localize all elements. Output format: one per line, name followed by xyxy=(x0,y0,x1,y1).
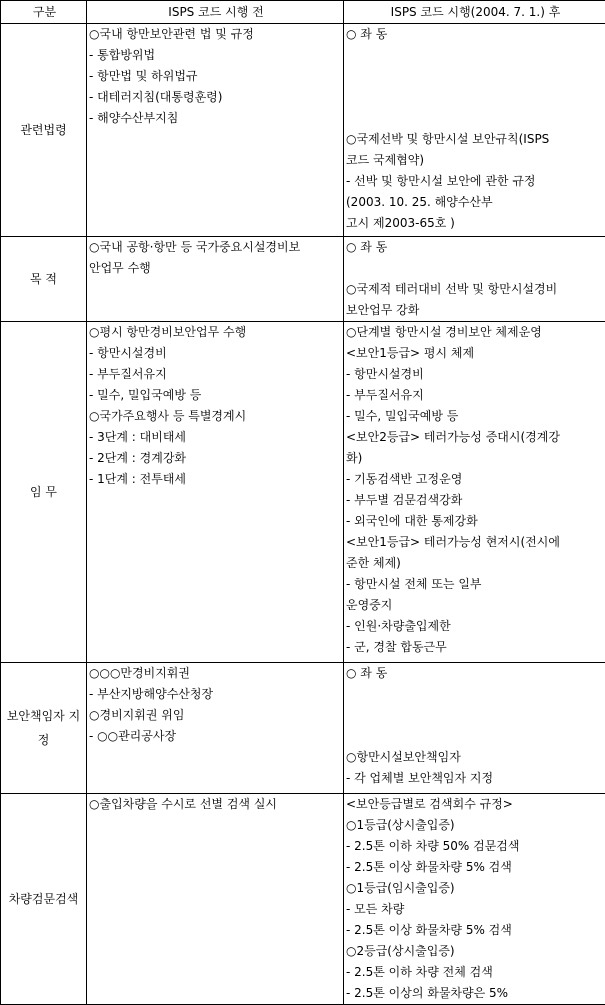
text-line: - 1단계 : 전투태세 xyxy=(89,469,343,490)
text-line: - 인원·차량출입제한 xyxy=(346,616,605,637)
row-security-officer xyxy=(1,663,605,794)
header-after: ISPS 코드 시행(2004. 7. 1.) 후 xyxy=(344,1,605,24)
category-cell: 관련법령 xyxy=(1,24,87,237)
row-purpose xyxy=(1,237,605,322)
blank-line xyxy=(346,684,605,705)
text-line: <보안등급별로 검색회수 규정> xyxy=(346,794,605,815)
text-line: ○출입차량을 수시로 선별 검색 실시 xyxy=(89,794,343,815)
after-cell xyxy=(344,794,605,1005)
text-line: - 외국인에 대한 통제강화 xyxy=(346,511,605,532)
text-line: ○ 좌 동 xyxy=(346,237,605,258)
text-line: - 밀수, 밀입국예방 등 xyxy=(89,385,343,406)
row-duties xyxy=(1,322,605,663)
text-line: - 2.5톤 이하 차량 전체 검색 xyxy=(346,962,605,983)
text-line: ○평시 항만경비보안업무 수행 xyxy=(89,322,343,343)
text-line: ○국제선박 및 항만시설 보안규칙(ISPS xyxy=(346,129,605,150)
text-line: ○단계별 항만시설 경비보안 체제운영 xyxy=(346,322,605,343)
text-line: - 각 업체별 보안책임자 지정 xyxy=(346,768,605,789)
text-line: <보안1등급> 평시 체제 xyxy=(346,343,605,364)
category-cell: 차량검문검색 xyxy=(1,794,87,1005)
row-related-laws xyxy=(1,24,605,237)
blank-line xyxy=(346,726,605,747)
text-line: - 부두별 검문검색강화 xyxy=(346,490,605,511)
text-line: - 2.5톤 이상의 화물차량은 5% xyxy=(346,983,605,1004)
text-line: - 2.5톤 이하 차량 50% 검문검색 xyxy=(346,836,605,857)
text-line: - 군, 경찰 합동근무 xyxy=(346,637,605,658)
text-line: ○ 좌 동 xyxy=(346,663,605,684)
blank-line xyxy=(346,705,605,726)
after-cell xyxy=(344,663,605,794)
blank-line xyxy=(346,87,605,108)
before-cell xyxy=(87,663,344,794)
text-line: ○경비지휘권 위임 xyxy=(89,705,343,726)
text-line: - 밀수, 밀입국예방 등 xyxy=(346,406,605,427)
text-line: ○국제적 테러대비 선박 및 항만시설경비 xyxy=(346,279,605,300)
text-line: 운영중지 xyxy=(346,595,605,616)
text-line: - 3단계 : 대비태세 xyxy=(89,427,343,448)
text-line: - 항만법 및 하위법규 xyxy=(89,66,343,87)
header-category: 구분 xyxy=(1,1,87,24)
row-vehicle-inspection xyxy=(1,794,605,1005)
text-line: ○1등급(상시출입증) xyxy=(346,815,605,836)
text-line: 코드 국제협약) xyxy=(346,150,605,171)
text-line: - ○○관리공사장 xyxy=(89,726,343,747)
text-line: ○○○만경비지휘권 xyxy=(89,663,343,684)
text-line: - 대테러지침(대통령훈령) xyxy=(89,87,343,108)
text-line: - 모든 차량 xyxy=(346,899,605,920)
text-line: 준한 체제) xyxy=(346,553,605,574)
text-line: - 부두질서유지 xyxy=(346,385,605,406)
text-line: - 선박 및 항만시설 보안에 관한 규정 xyxy=(346,171,605,192)
text-line: - 부산지방해양수산청장 xyxy=(89,684,343,705)
category-cell: 임 무 xyxy=(1,322,87,663)
text-line: ○ 좌 동 xyxy=(346,24,605,45)
text-line: - 항만시설경비 xyxy=(89,343,343,364)
text-line: - 통합방위법 xyxy=(89,45,343,66)
text-line: ○항만시설보안책임자 xyxy=(346,747,605,768)
text-line: ○국가주요행사 등 특별경계시 xyxy=(89,406,343,427)
text-line: - 항만시설 전체 또는 일부 xyxy=(346,574,605,595)
category-cell: 보안책임자 지정 xyxy=(1,663,87,794)
text-line: - 기동검색반 고정운영 xyxy=(346,469,605,490)
text-line: - 2.5톤 이상 화물차량 5% 검색 xyxy=(346,920,605,941)
text-line: ○1등급(임시출입증) xyxy=(346,878,605,899)
after-cell xyxy=(344,24,605,237)
after-cell xyxy=(344,237,605,322)
blank-line xyxy=(346,108,605,129)
header-row xyxy=(1,1,605,24)
text-line: - 항만시설경비 xyxy=(346,364,605,385)
text-line: - 해양수산부지침 xyxy=(89,108,343,129)
text-line: - 부두질서유지 xyxy=(89,364,343,385)
text-line: (2003. 10. 25. 해양수산부 xyxy=(346,192,605,213)
text-line: ○국내 공항·항만 등 국가중요시설경비보 xyxy=(89,237,343,258)
before-cell xyxy=(87,322,344,663)
text-line: 화) xyxy=(346,448,605,469)
blank-line xyxy=(346,66,605,87)
header-before: ISPS 코드 시행 전 xyxy=(87,1,344,24)
text-line: - 2단계 : 경계강화 xyxy=(89,448,343,469)
text-line: 안업무 수행 xyxy=(89,258,343,279)
text-line: ○2등급(상시출입증) xyxy=(346,941,605,962)
text-line: 고시 제2003-65호 ) xyxy=(346,213,605,234)
category-cell: 목 적 xyxy=(1,237,87,322)
blank-line xyxy=(346,258,605,279)
text-line: <보안2등급> 테러가능성 증대시(경계강 xyxy=(346,427,605,448)
after-cell xyxy=(344,322,605,663)
text-line: <보안1등급> 테러가능성 현저시(전시에 xyxy=(346,532,605,553)
blank-line xyxy=(346,45,605,66)
text-line: 보안업무 강화 xyxy=(346,300,605,321)
before-cell xyxy=(87,237,344,322)
before-cell xyxy=(87,794,344,1005)
text-line: ○국내 항만보안관련 법 및 규정 xyxy=(89,24,343,45)
before-cell xyxy=(87,24,344,237)
text-line: - 2.5톤 이상 화물차량 5% 검색 xyxy=(346,857,605,878)
